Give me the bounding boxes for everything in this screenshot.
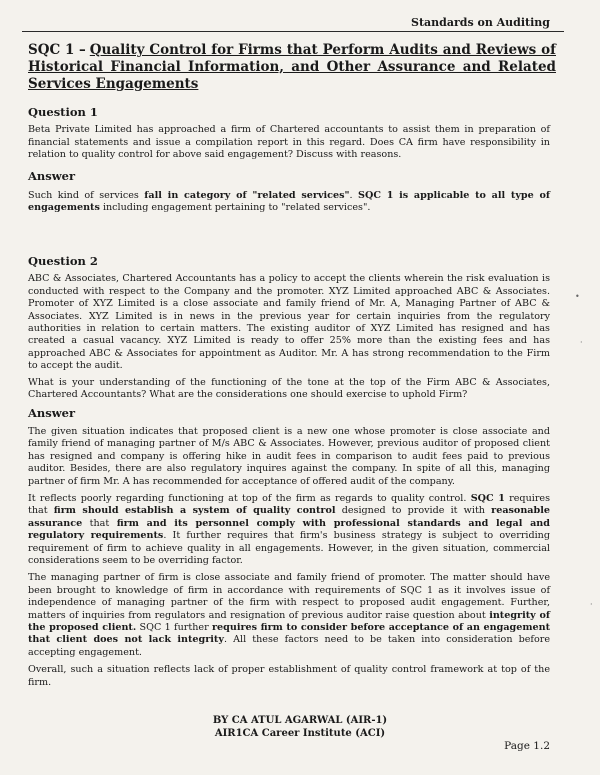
footer-institute: AIR1CA Career Institute (ACI)	[214, 728, 386, 739]
title-text: Quality Control for Firms that Perform Audits and Reviews of Historical Financial Information, and Other Assurance and Related Services Engagements	[28, 42, 556, 92]
question-2-section	[28, 255, 550, 689]
header-rule	[22, 31, 564, 32]
question-2-heading: Question 2	[28, 254, 98, 268]
question-1-body: Beta Private Limited has approached a firm of Chartered accountants to assist them in preparation of financial statements and issue a compilation report in this regard. Does CA firm have responsibility in relation to quality control for above said engagement? Discuss with reasons.	[28, 124, 550, 161]
answer-2-para-1: The given situation indicates that proposed client is a new one whose promoter is close associate and family friend of managing partner of M/s ABC & Associates. However, previous auditor of proposed client has resigned and company is offering hike in audit fees in comparison to audit fees paid to previous auditor. Besides, there are also regulatory inquires against the company. In spite of all this, managing partner of firm Mr. A has recommended for acceptance of offered audit of the company.	[28, 425, 550, 487]
margin-speck: •	[575, 292, 580, 301]
answer-2-para-4: Overall, such a situation reflects lack of proper establishment of quality control framework at top of the firm.	[28, 664, 550, 688]
answer-2-para-2: It reflects poorly regarding functioning at top of the firm as regards to quality control. SQC 1 requires that firm should establish a system of quality control designed to provide it with reasonable assurance that firm and its personnel comply with professional standards and legal and regulatory requirements. It further requires that firm's business strategy is subject to overriding requirement of firm to achieve quality in all engagements. However, in the given situation, commercial considerations seem to be overriding factor.	[28, 492, 551, 566]
running-header: Standards on Auditing	[411, 16, 550, 29]
answer-1-heading: Answer	[28, 168, 76, 183]
title-code: SQC 1 –	[28, 42, 86, 58]
question-1-section	[28, 106, 550, 215]
answer-2-heading: Answer	[28, 406, 76, 421]
question-1-heading: Question 1	[28, 105, 98, 119]
page-number: Page 1.2	[504, 740, 550, 752]
margin-speck: ·	[590, 600, 593, 609]
footer-author: BY CA ATUL AGARWAL (AIR-1)	[212, 715, 388, 726]
chapter-title	[28, 42, 556, 93]
answer-1-text: Such kind of services fall in category of "related services". SQC 1 is applicable to all type of engagements including engagement pertaining to "related services".	[28, 190, 550, 214]
question-2-body: ABC & Associates, Chartered Accountants has a policy to accept the clients wherein the risk evaluation is conducted with respect to the Company and the promoter. XYZ Limited approached ABC & Associates. Promoter of XYZ Limited is a close associate and family friend of Mr. A, Managing Partner of ABC & Associates. XYZ Limited is in news in the previous year for certain inquiries from the regulatory authorities in relation to certain matters. The existing auditor of XYZ Limited has resigned and has created a casual vacancy. XYZ Limited is ready to offer 25% more than the existing fees and has approached ABC & Associates for appointment as Auditor. Mr. A has strong recommendation to the Firm to accept the audit.	[28, 273, 550, 372]
answer-2-para-3: The managing partner of firm is close associate and family friend of promoter. The matter should have been brought to knowledge of firm in accordance with requirements of SQC 1 as it involves issue of independence of managing partner of the firm with respect to proposed audit engagement. Further, matters of inquiries from regulators and resignation of previous auditor raise question about integrity of the proposed client. SQC 1 further requires firm to consider before acceptance of an engagement that client does not lack integrity. All these factors need to be taken into consideration before accepting engagement.	[28, 572, 551, 658]
question-2-question: What is your understanding of the functioning of the tone at the top of the Firm ABC & Associates, Chartered Accountants? What are the considerations one should exercise to uphold Firm?	[28, 376, 550, 401]
footer	[0, 714, 600, 740]
margin-speck: ·	[580, 338, 583, 347]
